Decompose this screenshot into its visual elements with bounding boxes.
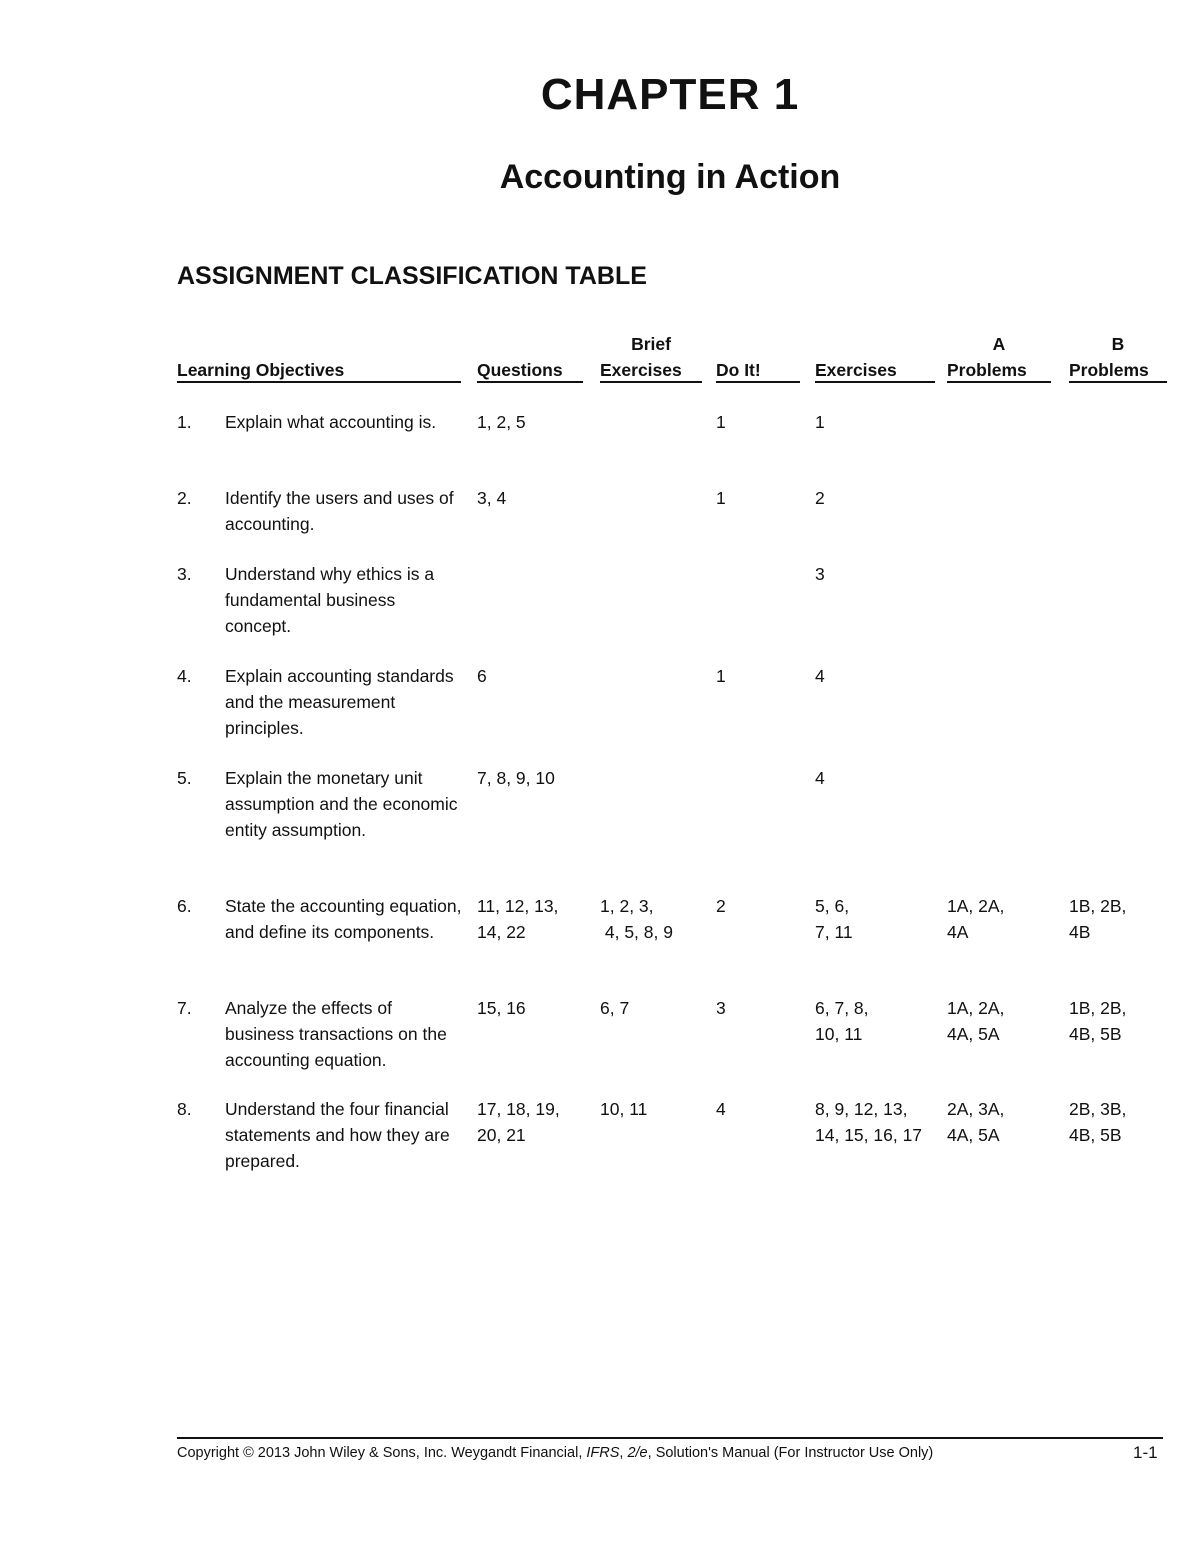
objective-number: 8. [177, 1099, 192, 1119]
questions-cell: 11, 12, 13, 14, 22 [477, 896, 559, 942]
do-it-cell: 3 [716, 998, 726, 1018]
section-heading: ASSIGNMENT CLASSIFICATION TABLE [177, 262, 647, 290]
objective-number: 3. [177, 564, 192, 584]
questions-cell: 15, 16 [477, 998, 526, 1018]
objective-number: 6. [177, 896, 192, 916]
footer-copyright [177, 1445, 933, 1461]
objective-text: Explain the monetary unit assumption and the economic entity assumption. [225, 768, 458, 840]
b-problems-cell: 1B, 2B, 4B [1069, 896, 1127, 942]
header-b-problems: Problems [1069, 360, 1167, 383]
header-b-top: B [1111, 334, 1125, 354]
objective-text: Explain what accounting is. [225, 412, 437, 432]
objective-text: Identify the users and uses of accounting. [225, 488, 454, 534]
objective-number: 2. [177, 488, 192, 508]
objective-text: State the accounting equation, and define its components. [225, 896, 462, 942]
questions-cell: 17, 18, 19, 20, 21 [477, 1099, 560, 1145]
footer-ifrs: IFRS [586, 1445, 620, 1461]
do-it-cell: 1 [716, 488, 726, 508]
a-problems-cell: 1A, 2A, 4A, 5A [947, 998, 1005, 1044]
header-a-top: A [992, 334, 1006, 354]
exercises-cell: 4 [815, 768, 825, 788]
objective-number: 4. [177, 666, 192, 686]
header-exercises: Exercises [815, 360, 935, 383]
objective-number: 7. [177, 998, 192, 1018]
page-number: 1-1 [1133, 1443, 1158, 1462]
objective-text: Analyze the effects of business transactions on the accounting equation. [225, 998, 447, 1070]
brief-exercises-cell: 1, 2, 3, 4, 5, 8, 9 [600, 896, 673, 942]
objective-number: 5. [177, 768, 192, 788]
header-brief-exercises: Exercises [600, 360, 702, 383]
objective-number: 1. [177, 412, 192, 432]
questions-cell: 1, 2, 5 [477, 412, 526, 432]
do-it-cell: 2 [716, 896, 726, 916]
header-a-problems: Problems [947, 360, 1051, 383]
do-it-cell: 4 [716, 1099, 726, 1119]
header-brief-top: Brief [631, 334, 671, 354]
exercises-cell: 6, 7, 8, 10, 11 [815, 998, 869, 1044]
footer-comma: , [619, 1445, 628, 1461]
questions-cell: 7, 8, 9, 10 [477, 768, 555, 788]
footer-copyright-text: Copyright © 2013 John Wiley & Sons, Inc. Weygandt Financial, [177, 1445, 587, 1461]
exercises-cell: 8, 9, 12, 13, 14, 15, 16, 17 [815, 1099, 923, 1145]
footer-rest: , Solution's Manual (For Instructor Use Only) [647, 1445, 934, 1461]
chapter-title: CHAPTER 1 [540, 70, 800, 119]
objective-text: Understand the four financial statements and how they are prepared. [225, 1099, 450, 1171]
do-it-cell: 1 [716, 412, 726, 432]
a-problems-cell: 2A, 3A, 4A, 5A [947, 1099, 1005, 1145]
b-problems-cell: 2B, 3B, 4B, 5B [1069, 1099, 1127, 1145]
brief-exercises-cell: 6, 7 [600, 998, 630, 1018]
header-do-it: Do It! [716, 360, 800, 383]
objective-text: Explain accounting standards and the measurement principles. [225, 666, 454, 738]
exercises-cell: 5, 6, 7, 11 [815, 896, 853, 942]
exercises-cell: 1 [815, 412, 825, 432]
a-problems-cell: 1A, 2A, 4A [947, 896, 1005, 942]
questions-cell: 3, 4 [477, 488, 507, 508]
b-problems-cell: 1B, 2B, 4B, 5B [1069, 998, 1127, 1044]
header-learning-objectives: Learning Objectives [177, 360, 461, 383]
header-questions: Questions [477, 360, 583, 383]
footer-edition: 2/e [627, 1445, 648, 1461]
exercises-cell: 3 [815, 564, 825, 584]
objective-text: Understand why ethics is a fundamental business concept. [225, 564, 435, 636]
questions-cell: 6 [477, 666, 487, 686]
brief-exercises-cell: 10, 11 [600, 1099, 648, 1119]
exercises-cell: 2 [815, 488, 825, 508]
do-it-cell: 1 [716, 666, 726, 686]
footer-rule [177, 1437, 1163, 1439]
chapter-subtitle: Accounting in Action [499, 158, 841, 196]
exercises-cell: 4 [815, 666, 825, 686]
